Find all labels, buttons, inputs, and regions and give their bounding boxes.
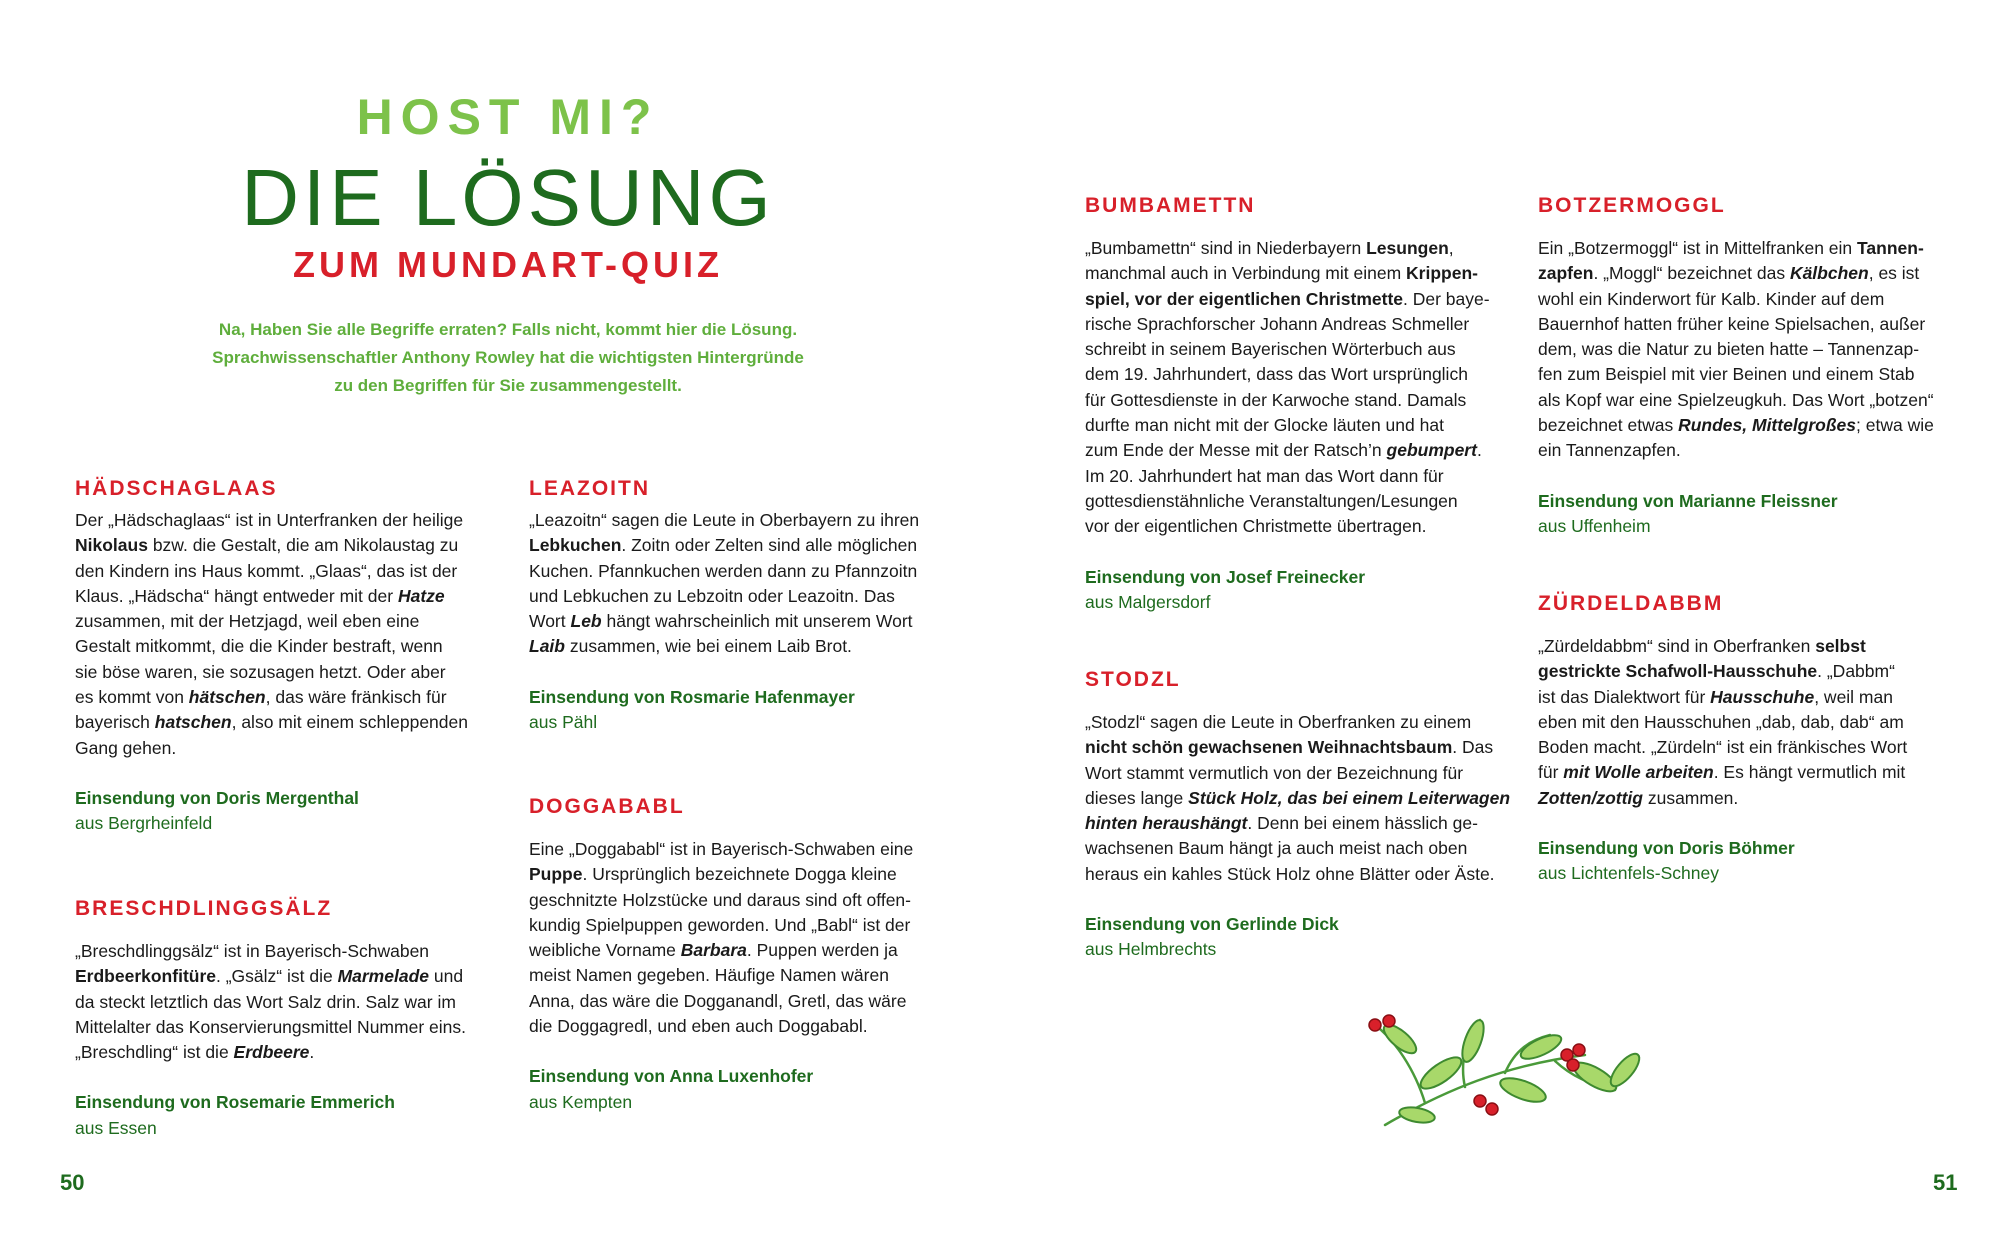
text-segment: Mittelalter das Konservierungsmittel Nummer eins.	[75, 1016, 466, 1037]
text-line	[529, 862, 949, 887]
text-segment: eben mit den Hausschuhen „dab, dab, dab“ am	[1538, 711, 1904, 732]
text-segment: . Der baye-	[1403, 288, 1490, 309]
text-line	[1538, 735, 1968, 760]
text-line	[1538, 261, 1968, 286]
text-segment: da steckt letztlich das Wort Salz drin. Salz war im	[75, 991, 456, 1012]
section-body	[1085, 236, 1515, 540]
italic-text: hinten heraushängt	[1085, 813, 1248, 834]
section-doggababl	[529, 795, 949, 1115]
section-leazoitn	[529, 477, 949, 735]
italic-text: hätschen	[188, 687, 266, 708]
text-line	[1085, 710, 1515, 735]
text-line	[1085, 236, 1515, 261]
italic-text: gebumpert	[1386, 440, 1477, 461]
section-body	[1085, 710, 1515, 887]
text-segment: und Lebkuchen zu Lebzoitn oder Leazoitn. Das	[529, 585, 895, 606]
text-segment: . Es hängt vermutlich mit	[1713, 762, 1906, 783]
italic-text: hatschen	[154, 712, 232, 733]
section-stodzl	[1085, 668, 1515, 963]
section-credit	[75, 1090, 495, 1141]
text-segment: zusammen.	[1642, 787, 1739, 808]
credit-place: aus Lichtenfels-Schney	[1538, 863, 1719, 884]
credit-place: aus Kempten	[529, 1091, 633, 1112]
credit-name: Einsendung von Gerlinde Dick	[1085, 914, 1339, 935]
text-line	[75, 710, 495, 735]
text-line	[529, 963, 949, 988]
text-segment: Anna, das wäre die Dogganandl, Gretl, das wäre	[529, 990, 907, 1011]
bold-text: Krippen-	[1406, 263, 1478, 284]
italic-text: Rundes, Mittelgroßes	[1678, 415, 1857, 436]
bold-text: gestrickte Schafwoll-Hausschuhe	[1538, 661, 1818, 682]
kicker-heading: HOST MI?	[356, 89, 660, 145]
italic-text: Stück Holz, das bei einem Leiterwagen	[1188, 787, 1511, 808]
text-segment: . „Gsälz“ ist die	[216, 966, 338, 987]
italic-text: Marmelade	[337, 966, 429, 987]
text-segment: für	[1538, 762, 1564, 783]
bold-text: Nikolaus	[75, 535, 148, 556]
credit-name: Einsendung von Rosmarie Hafenmayer	[529, 686, 855, 707]
page-subtitle: ZUM MUNDART-QUIZ	[293, 244, 723, 285]
text-line	[1085, 261, 1515, 286]
text-segment: manchmal auch in Verbindung mit einem	[1085, 263, 1407, 284]
section-breschdlinggsaelz	[75, 897, 495, 1141]
text-segment: gottesdienstähnliche Veranstaltungen/Lesungen	[1085, 490, 1458, 511]
text-segment: , also mit einem schleppenden	[231, 712, 468, 733]
page-number-left: 50	[60, 1170, 85, 1195]
italic-text: Hausschuhe	[1710, 686, 1815, 707]
text-segment: es kommt von	[75, 687, 189, 708]
section-title: LEAZOITN	[529, 477, 650, 500]
credit-place: aus Bergrheinfeld	[75, 813, 213, 834]
text-segment: wohl ein Kinderwort für Kalb. Kinder auf dem	[1538, 288, 1885, 309]
text-segment: „Zürdeldabbm“ sind in Oberfranken	[1538, 636, 1816, 656]
text-line	[1085, 761, 1515, 786]
text-segment: weibliche Vorname	[529, 940, 681, 961]
text-segment: wachsenen Baum hängt ja auch meist nach oben	[1085, 838, 1468, 859]
text-segment: , es ist	[1868, 263, 1920, 284]
section-body	[75, 508, 495, 761]
text-line	[75, 736, 495, 761]
text-line	[529, 1014, 949, 1039]
italic-text: Kälbchen	[1789, 263, 1869, 284]
bold-text: Lebkuchen	[529, 535, 622, 556]
bold-text: selbst	[1815, 636, 1866, 656]
text-segment: ist das Dialektwort für	[1538, 686, 1711, 707]
text-line	[1085, 312, 1515, 337]
section-bumbamettn	[1085, 194, 1515, 615]
text-line	[1085, 862, 1515, 887]
text-segment: die Doggagredl, und eben auch Doggababl.	[529, 1016, 868, 1037]
text-line	[75, 508, 495, 533]
credit-place: aus Pähl	[529, 712, 598, 733]
text-segment: Kuchen. Pfannkuchen werden dann zu Pfannzoitn	[529, 560, 918, 581]
text-line	[1538, 236, 1968, 261]
text-line	[1085, 388, 1515, 413]
text-line	[1085, 836, 1515, 861]
italic-text: Erdbeere	[233, 1042, 310, 1063]
text-line	[75, 533, 495, 558]
text-line	[529, 913, 949, 938]
text-segment: vor der eigentlichen Christmette übertragen.	[1085, 516, 1427, 537]
text-segment: rische Sprachforscher Johann Andreas Schmeller	[1085, 313, 1470, 334]
credit-name: Einsendung von Doris Böhmer	[1538, 838, 1795, 859]
text-segment: , das wäre fränkisch für	[265, 687, 447, 708]
text-line	[75, 1040, 495, 1065]
text-line	[75, 685, 495, 710]
text-segment: ein Tannenzapfen.	[1538, 440, 1681, 461]
text-line	[75, 990, 495, 1015]
text-line	[75, 634, 495, 659]
text-segment: kundig Spielpuppen geworden. Und „Babl“ ist der	[529, 914, 911, 935]
section-zuerdeldabbm	[1538, 592, 1968, 887]
text-line	[1085, 362, 1515, 387]
text-segment: . Zoitn oder Zelten sind alle möglichen	[621, 535, 918, 556]
section-credit	[529, 685, 949, 736]
section-title: ZÜRDELDABBM	[1538, 592, 1724, 615]
section-title: BRESCHDLINGGSÄLZ	[75, 897, 333, 920]
section-body	[529, 508, 949, 660]
italic-text: Hatze	[397, 585, 445, 606]
bold-text: nicht schön gewachsenen Weihnachtsbaum	[1085, 737, 1453, 758]
page-number-right: 51	[1933, 1170, 1958, 1195]
text-segment: .	[309, 1042, 315, 1063]
intro-paragraph	[196, 316, 820, 400]
text-line	[1538, 337, 1968, 362]
text-segment: sie böse waren, sie sozusagen hetzt. Oder aber	[75, 661, 446, 682]
text-line	[1085, 735, 1515, 760]
text-line	[1538, 634, 1968, 659]
text-line	[1538, 388, 1968, 413]
text-segment: . Puppen werden ja	[746, 940, 898, 961]
bold-text: Tannen-	[1857, 238, 1924, 258]
section-title: STODZL	[1085, 668, 1181, 691]
text-segment: meist Namen gegeben. Häufige Namen wären	[529, 965, 889, 986]
page-title: DIE LÖSUNG	[241, 153, 775, 242]
text-line	[529, 559, 949, 584]
text-segment: „Breschdling“ ist die	[75, 1042, 234, 1063]
section-body	[75, 939, 495, 1065]
section-body	[1538, 634, 1968, 811]
credit-name: Einsendung von Josef Freinecker	[1085, 566, 1366, 587]
credit-place: aus Helmbrechts	[1085, 939, 1217, 960]
section-title: HÄDSCHAGLAAS	[75, 477, 278, 500]
text-line	[75, 939, 495, 964]
text-line	[529, 837, 949, 862]
text-segment: den Kindern ins Haus kommt. „Glaas“, das ist der	[75, 560, 458, 581]
text-segment: heraus ein kahles Stück Holz ohne Blätter oder Äste.	[1085, 863, 1495, 884]
text-line	[1538, 438, 1968, 463]
text-line	[1085, 287, 1515, 312]
text-segment: Boden macht. „Zürdeln“ ist ein fränkisches Wort	[1538, 737, 1908, 758]
text-line	[75, 584, 495, 609]
text-line	[529, 888, 949, 913]
text-segment: „Bumbamettn“ sind in Niederbayern	[1085, 238, 1367, 258]
section-credit	[75, 786, 495, 837]
bold-text: Lesungen	[1366, 238, 1449, 258]
text-segment: ; etwa wie	[1856, 415, 1934, 436]
text-segment: . „Moggl“ bezeichnet das	[1593, 263, 1790, 284]
text-line	[529, 938, 949, 963]
text-segment: Bauernhof hatten früher keine Spielsachen, außer	[1538, 313, 1926, 334]
text-line	[1538, 287, 1968, 312]
bold-text: Puppe	[529, 864, 583, 885]
credit-place: aus Uffenheim	[1538, 515, 1651, 536]
intro-line: Sprachwissenschaftler Anthony Rowley hat die wichtigsten Hintergründe	[212, 348, 804, 367]
credit-name: Einsendung von Rosemarie Emmerich	[75, 1092, 395, 1113]
text-line	[1538, 710, 1968, 735]
text-line	[1538, 786, 1968, 811]
text-line	[1085, 489, 1515, 514]
text-segment: Gestalt mitkommt, die die Kinder bestraft, wenn	[75, 636, 443, 657]
section-title: BOTZERMOGGL	[1538, 194, 1726, 217]
text-segment: .	[1476, 440, 1482, 461]
text-segment: Wort stammt vermutlich von der Bezeichnung für	[1085, 762, 1464, 783]
text-segment: dieses lange	[1085, 787, 1189, 808]
section-credit	[1538, 489, 1968, 540]
holly-sprig-illustration	[1355, 995, 1665, 1135]
text-segment: Eine „Doggababl“ ist in Bayerisch-Schwaben eine	[529, 839, 914, 859]
text-segment: , weil man	[1814, 686, 1893, 707]
text-segment: dem 19. Jahrhundert, dass das Wort ursprünglich	[1085, 364, 1468, 385]
intro-line: Na, Haben Sie alle Begriffe erraten? Falls nicht, kommt hier die Lösung.	[218, 320, 798, 339]
text-segment: Der „Hädschaglaas“ ist in Unterfranken der heilige	[75, 510, 464, 530]
text-segment: . Das	[1452, 737, 1494, 758]
text-line	[1538, 685, 1968, 710]
section-credit	[1085, 912, 1515, 963]
text-line	[529, 609, 949, 634]
section-body	[529, 837, 949, 1039]
italic-text: Zotten/zottig	[1538, 787, 1643, 808]
italic-text: Laib	[529, 636, 565, 657]
text-segment: und	[429, 966, 464, 987]
credit-place: aus Essen	[75, 1117, 157, 1138]
text-segment: . Denn bei einem hässlich ge-	[1247, 813, 1478, 834]
credit-place: aus Malgersdorf	[1085, 591, 1211, 612]
text-segment: dem, was die Natur zu bieten hatte – Tannenzap-	[1538, 339, 1920, 360]
text-line	[1085, 786, 1515, 811]
text-segment: „Leazoitn“ sagen die Leute in Oberbayern zu ihren	[529, 510, 920, 530]
text-line	[529, 508, 949, 533]
text-line	[1085, 413, 1515, 438]
text-segment: zusammen, wie bei einem Laib Brot.	[564, 636, 852, 657]
text-line	[75, 660, 495, 685]
text-line	[529, 584, 949, 609]
text-line	[529, 533, 949, 558]
text-line	[1538, 413, 1968, 438]
credit-name: Einsendung von Marianne Fleissner	[1538, 490, 1838, 511]
text-line	[529, 989, 949, 1014]
text-line	[75, 1015, 495, 1040]
text-segment: Gang gehen.	[75, 737, 177, 758]
text-segment: Klaus. „Hädscha“ hängt entweder mit der	[75, 585, 398, 606]
text-line	[1538, 760, 1968, 785]
text-segment: geschnitzte Holzstücke und daraus sind oft offen-	[529, 889, 911, 910]
text-line	[1538, 659, 1968, 684]
italic-text: mit Wolle arbeiten	[1563, 762, 1714, 783]
text-segment: fen zum Beispiel mit vier Beinen und einem Stab	[1538, 364, 1915, 385]
text-segment: hängt wahrscheinlich mit unserem Wort	[601, 611, 913, 632]
text-line	[75, 964, 495, 989]
text-segment: bayerisch	[75, 712, 155, 733]
section-credit	[1538, 836, 1968, 887]
section-credit	[529, 1064, 949, 1115]
italic-text: Leb	[570, 611, 602, 632]
section-botzermoggl	[1538, 194, 1968, 539]
text-line	[529, 634, 949, 659]
text-line	[75, 559, 495, 584]
section-title: BUMBAMETTN	[1085, 194, 1256, 217]
text-line	[1085, 337, 1515, 362]
text-segment: . Ursprünglich bezeichnete Dogga kleine	[582, 864, 897, 885]
text-segment: . „Dabbm“	[1817, 661, 1895, 682]
text-segment: „Breschdlinggsälz“ ist in Bayerisch-Schwaben	[75, 941, 430, 961]
text-segment: bezeichnet etwas	[1538, 415, 1679, 436]
text-segment: Wort	[529, 611, 571, 632]
intro-line: zu den Begriffen für Sie zusammengestellt.	[334, 376, 682, 395]
text-segment: Ein „Botzermoggl“ ist in Mittelfranken ein	[1538, 238, 1858, 258]
text-segment: bzw. die Gestalt, die am Nikolaustag zu	[147, 535, 459, 556]
text-segment: für Gottesdienste in der Karwoche stand. Damals	[1085, 389, 1467, 410]
text-segment: als Kopf war eine Spielzeugkuh. Das Wort „botzen“	[1538, 389, 1934, 410]
italic-text: Barbara	[680, 940, 747, 961]
text-segment: zum Ende der Messe mit der Ratsch’n	[1085, 440, 1387, 461]
text-segment: Im 20. Jahrhundert hat man das Wort dann für	[1085, 465, 1444, 486]
text-line	[1085, 464, 1515, 489]
section-body	[1538, 236, 1968, 464]
bold-text: spiel, vor der eigentlichen Christmette	[1085, 288, 1403, 309]
bold-text: zapfen	[1538, 263, 1594, 284]
text-line	[1538, 312, 1968, 337]
credit-name: Einsendung von Anna Luxenhofer	[529, 1066, 814, 1087]
text-line	[1085, 438, 1515, 463]
text-segment: schreibt in seinem Bayerischen Wörterbuch aus	[1085, 339, 1456, 360]
text-line	[75, 609, 495, 634]
section-credit	[1085, 565, 1515, 616]
text-segment: durfte man nicht mit der Glocke läuten und hat	[1085, 415, 1444, 436]
text-line	[1538, 362, 1968, 387]
text-line	[1085, 811, 1515, 836]
text-segment: ,	[1448, 238, 1454, 258]
credit-name: Einsendung von Doris Mergenthal	[75, 787, 359, 808]
section-title: DOGGABABL	[529, 795, 685, 818]
section-haedschaglaas	[75, 477, 495, 837]
text-line	[1085, 514, 1515, 539]
bold-text: Erdbeerkonfitüre	[75, 966, 216, 987]
text-segment: zusammen, mit der Hetzjagd, weil eben eine	[75, 611, 420, 632]
text-segment: „Stodzl“ sagen die Leute in Oberfranken zu einem	[1085, 712, 1472, 732]
